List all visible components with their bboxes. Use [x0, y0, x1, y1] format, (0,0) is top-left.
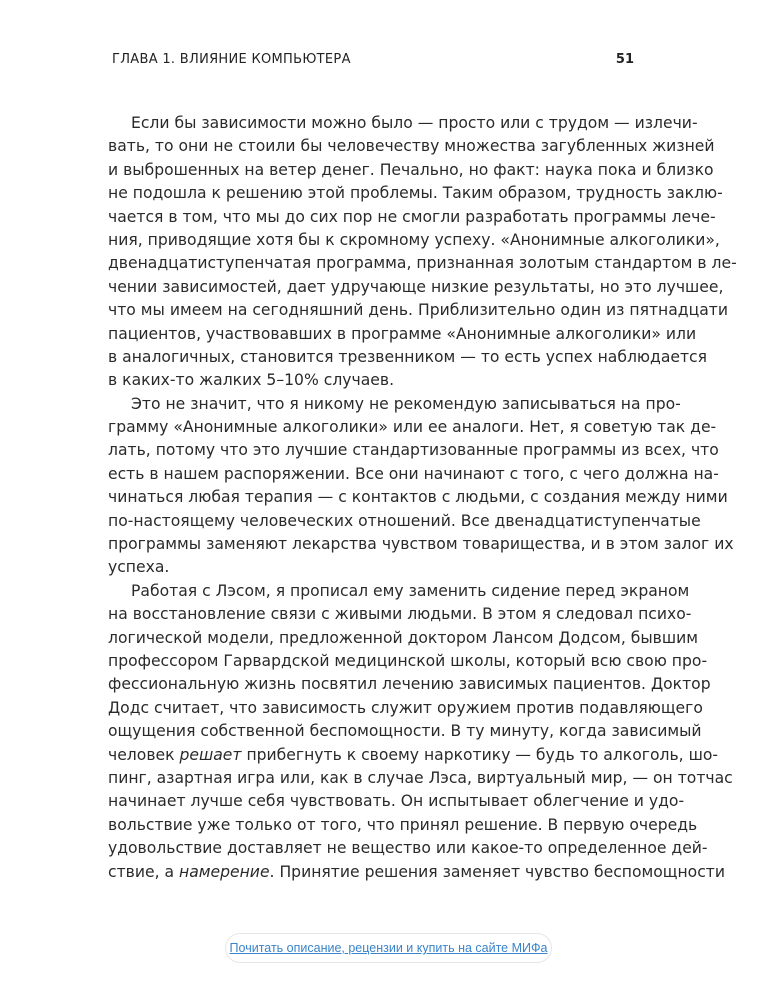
- text-line: по-настоящему человеческих отношений. Все двенадцатиступенчатые: [108, 511, 701, 530]
- text-line: удовольствие доставляет не вещество или какое-то определенное дей-: [108, 839, 708, 858]
- emphasis-text: решает: [179, 745, 242, 764]
- text-line: начинает лучше себя чувствовать. Он испытывает облегчение и удо-: [108, 792, 685, 811]
- emphasis-text: намерение: [179, 862, 270, 881]
- text-line: что мы имеем на сегодняшний день. Приблизительно один из пятнадцати: [108, 301, 728, 320]
- body-text: [108, 112, 737, 884]
- text-line: ощущения собственной беспомощности. В ту минуту, когда зависимый: [108, 722, 702, 741]
- text-line: лать, потому что это лучшие стандартизованные программы из всех, что: [108, 441, 719, 460]
- page-number: 51: [615, 52, 634, 67]
- text-segment: человек: [108, 745, 180, 764]
- text-line: и выброшенных на ветер денег. Печально, но факт: наука пока и близко: [108, 160, 714, 179]
- text-line: двенадцатиступенчатая программа, признанная золотым стандартом в ле-: [108, 254, 737, 273]
- text-line: программы заменяют лекарства чувством товарищества, и в этом залог их: [108, 535, 734, 554]
- text-line: Это не значит, что я никому не рекомендую записываться на про-: [131, 394, 681, 413]
- text-line: грамму «Анонимные алкоголики» или ее аналоги. Нет, я советую так де-: [108, 418, 717, 437]
- text-line: вольствие уже только от того, что принял решение. В первую очередь: [108, 815, 698, 834]
- text-line: в каких-то жалких 5–10% случаев.: [108, 371, 395, 390]
- text-segment: прибегнуть к своему наркотику — будь то алкоголь, шо-: [241, 745, 719, 764]
- text-line: пинг, азартная игра или, как в случае Лэса, виртуальный мир, — он тотчас: [108, 768, 733, 787]
- text-line: чается в том, что мы до сих пор не смогли разработать программы лече-: [108, 207, 716, 226]
- text-line: вать, то они не стоили бы человечеству множества загубленных жизней: [108, 137, 715, 156]
- text-line: чинаться любая терапия — с контактов с людьми, с создания между ними: [108, 488, 728, 507]
- text-line: ния, приводящие хотя бы к скромному успеху. «Анонимные алкоголики»,: [108, 230, 720, 249]
- buy-book-link[interactable]: Почитать описание, рецензии и купить на сайте МИФа: [225, 933, 552, 963]
- paragraph-1: [108, 112, 737, 393]
- text-segment: . Принятие решения заменяет чувство беспомощности: [269, 862, 726, 881]
- text-line: фессиональную жизнь посвятил лечению зависимых пациентов. Доктор: [108, 675, 711, 694]
- text-line: [108, 744, 719, 767]
- text-line: чении зависимостей, дает удручающе низкие результаты, но это лучшее,: [108, 277, 724, 296]
- text-line: на восстановление связи с живыми людьми. В этом я следовал психо-: [108, 605, 692, 624]
- text-line: логической модели, предложенной доктором Лансом Додсом, бывшим: [108, 628, 699, 647]
- text-line: не подошла к решению этой проблемы. Таким образом, трудность заклю-: [108, 184, 723, 203]
- page-header: [112, 52, 634, 72]
- paragraph-3: [108, 580, 733, 884]
- chapter-title: ГЛАВА 1. ВЛИЯНИЕ КОМПЬЮТЕРА: [112, 52, 351, 67]
- text-line: в аналогичных, становится трезвенником — то есть успех наблюдается: [108, 347, 708, 366]
- text-line: есть в нашем распоряжении. Все они начинают с того, с чего должна на-: [108, 464, 719, 483]
- text-line: профессором Гарвардской медицинской школы, который всю свою про-: [108, 651, 708, 670]
- text-line: успеха.: [108, 558, 170, 577]
- text-line: Додс считает, что зависимость служит оружием против подавляющего: [108, 698, 703, 717]
- text-line: [108, 861, 726, 884]
- text-line: Работая с Лэсом, я прописал ему заменить сидение перед экраном: [131, 581, 690, 600]
- text-segment: ствие, а: [108, 862, 180, 881]
- text-line: пациентов, участвовавших в программе «Анонимные алкоголики» или: [108, 324, 697, 343]
- paragraph-2: [108, 393, 734, 580]
- text-line: Если бы зависимости можно было — просто или с трудом — излечи-: [131, 114, 698, 132]
